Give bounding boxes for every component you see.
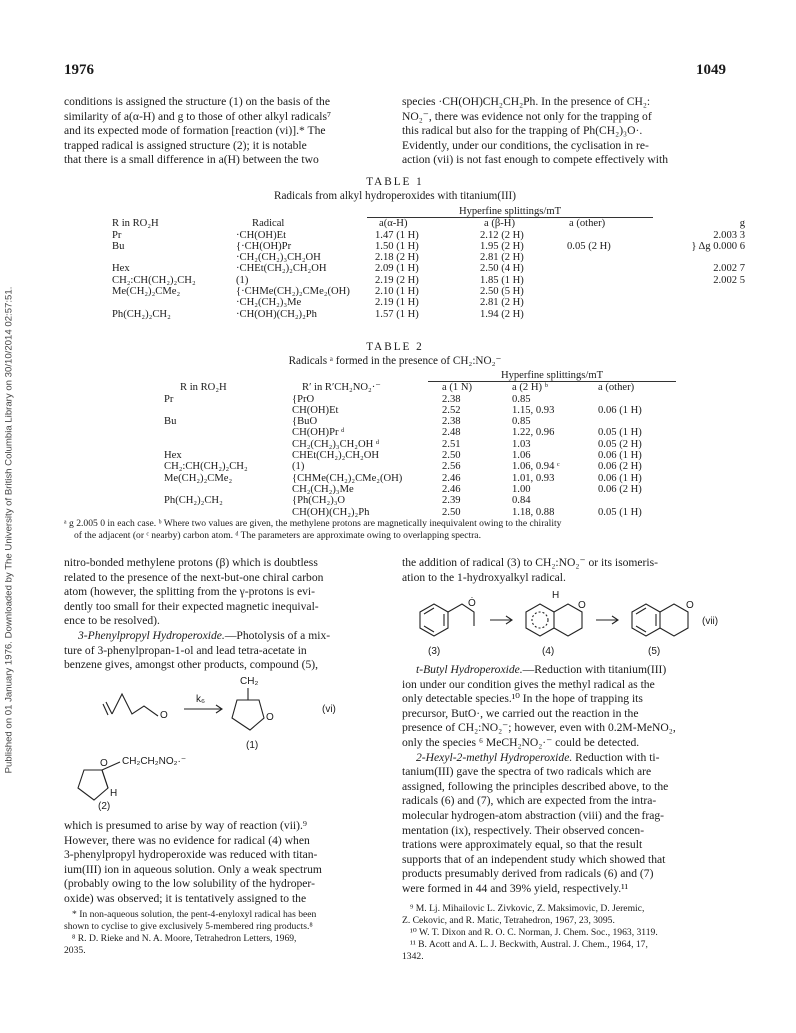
- table-row: [164, 450, 676, 461]
- column-header: g: [739, 217, 745, 229]
- table-header-row: [112, 218, 745, 230]
- table-cell: 1.06: [512, 450, 531, 462]
- table1-caption: [64, 176, 726, 203]
- table-cell: 2.39: [442, 495, 461, 507]
- table-cell: CH₂:CH(CH₂)₂CH₂: [112, 274, 196, 286]
- text-line: atom (however, the splitting from the γ-protons is evi-: [64, 585, 315, 599]
- section-heading: t-Butyl Hydroperoxide.: [416, 663, 523, 676]
- table-cell: 0.05 (2 H): [598, 438, 642, 450]
- table-cell: [561, 230, 653, 241]
- text-line: dently too small for their expected magnetic inequival-: [64, 599, 319, 613]
- table-cell: Hex: [112, 263, 130, 275]
- column-header: a (1 N): [442, 382, 473, 394]
- table-row: [112, 309, 745, 320]
- table-cell: [653, 297, 745, 308]
- table-cell: ·CHEt(CH₂)₂CH₂OH: [236, 263, 327, 275]
- text-line: precursor, ButO·, we carried out the reaction in the: [402, 706, 639, 720]
- table-cell: [592, 416, 676, 427]
- table-row: [112, 230, 745, 241]
- table-cell: 1.57 (1 H): [375, 308, 419, 320]
- footnote-line: ⁸ R. D. Rieke and N. A. Moore, Tetrahedron Letters, 1969,: [72, 933, 297, 944]
- text-line: assigned, following the principles described above, to the: [402, 779, 669, 793]
- text-line: ation to the 1-hydroxyalkyl radical.: [402, 570, 566, 584]
- table-cell: 2.46: [442, 483, 461, 495]
- table2: [164, 370, 676, 518]
- header-page-number: 1049: [696, 62, 726, 78]
- text-line: trations were approximately equal, so that the result: [402, 838, 643, 852]
- text-line: species ·CH(OH)CH₂CH₂Ph. In the presence of CH₂:: [402, 95, 651, 108]
- text-line: only detectable species.¹⁰ In the hope of trapping its: [402, 692, 643, 706]
- table-row: [164, 473, 676, 484]
- table-row: [164, 405, 676, 416]
- table-cell: [561, 263, 653, 274]
- table-cell: 1.22, 0.96: [512, 427, 555, 439]
- table-cell: {·CH(OH)Pr: [236, 240, 292, 252]
- paragraph-lower-right: [402, 663, 726, 897]
- adduct-oxygen: O: [100, 758, 108, 769]
- footnote-line: ⁹ M. Lj. Mihailovic L. Zivkovic, Z. Maksimovic, D. Jeremic,: [410, 903, 645, 914]
- table1-body: [112, 230, 745, 320]
- column-header: a(α-H): [379, 218, 408, 230]
- table-row: [112, 297, 745, 308]
- table-row: [112, 252, 745, 263]
- table-row: [164, 427, 676, 438]
- table-cell: [592, 495, 676, 506]
- table-cell: [653, 286, 745, 297]
- table-cell: 2.50 (4 H): [480, 263, 524, 275]
- table-cell: 0.06 (1 H): [598, 450, 642, 462]
- ring-bond: [102, 770, 108, 788]
- compound-5-label: (5): [648, 646, 661, 657]
- table-row: [164, 495, 676, 506]
- table-cell: {CHMe(CH₂)₂CMe₂(OH): [292, 472, 403, 484]
- table-row: [164, 461, 676, 472]
- footnote-line: * In non-aqueous solution, the pent-4-enyloxyl radical has been: [72, 909, 317, 920]
- table-cell: 0.05 (1 H): [598, 506, 642, 518]
- table-cell: 1.03: [512, 438, 531, 450]
- text-line: presence of CH₂:NO₂⁻; however, even with 0.2M-MeNO₂,: [402, 721, 676, 735]
- table-cell: 2.81 (2 H): [480, 297, 524, 309]
- table-cell: 0.06 (2 H): [598, 483, 642, 495]
- text-line: tanium(III) gave the spectra of two radicals which are: [402, 765, 652, 779]
- oxyl-label: Ȯ: [468, 598, 476, 609]
- table-cell: CH(OH)Pr ᵈ: [292, 427, 345, 439]
- left-footnotes: [64, 909, 388, 957]
- compound-4-label: (4): [542, 646, 555, 657]
- table-row: [164, 416, 676, 427]
- ring-oxygen: O: [266, 712, 274, 723]
- table-cell: [164, 507, 286, 518]
- text-line: —Photolysis of a mix-: [224, 628, 331, 642]
- compound-3-label: (3): [428, 646, 441, 657]
- table-cell: Hex: [164, 450, 182, 462]
- table-cell: 1.00: [512, 483, 531, 495]
- table-cell: 1.50 (1 H): [375, 240, 419, 252]
- text-line: trapped radical is assigned structure (2); it is notable: [64, 138, 307, 152]
- table-cell: 2.46: [442, 472, 461, 484]
- text-line: ion under our condition gives the methyl radical as the: [402, 677, 655, 691]
- table-cell: 2.38: [442, 416, 461, 428]
- table-cell: [112, 297, 232, 308]
- table-cell: 2.19 (1 H): [375, 297, 419, 309]
- table-cell: [561, 297, 653, 308]
- text-line: 3-phenylpropyl hydroperoxide was reduced with titan-: [64, 848, 318, 862]
- table-cell: 1.47 (1 H): [375, 229, 419, 241]
- table-cell: (1): [236, 274, 249, 286]
- text-line: Reduction with ti-: [572, 750, 660, 764]
- table-cell: 0.06 (2 H): [598, 461, 642, 473]
- footnote-line: of the adjacent (or ᶜ nearby) carbon atom. ᵈ The parameters are approximate owing to overlapping spectra.: [74, 530, 481, 541]
- table-cell: 2.38: [442, 393, 461, 405]
- table-cell: CH₂(CH₂)₃CH₂OH ᵈ: [292, 438, 380, 450]
- table-cell: {PrO: [292, 393, 315, 405]
- table-cell: 2.52: [442, 404, 461, 416]
- table-cell: 1.85 (1 H): [480, 274, 524, 286]
- table-cell: 1.01, 0.93: [512, 472, 555, 484]
- column-header: R in RO₂H: [180, 381, 227, 393]
- table-cell: 2.50: [442, 450, 461, 462]
- table-cell: {Ph(CH₂)₃O: [292, 495, 346, 507]
- text-line: ture of 3-phenylpropan-1-ol and lead tetra-acetate in: [64, 643, 307, 657]
- table-cell: [164, 427, 286, 438]
- table-cell: ·CH(OH)Et: [236, 229, 287, 241]
- table-cell: 1.18, 0.88: [512, 506, 555, 518]
- table-cell: [561, 286, 653, 297]
- delocalised-ring: [532, 612, 548, 628]
- scheme-vii-drawing: [402, 592, 726, 660]
- table2-body: [164, 394, 676, 518]
- table-cell: 2.81 (2 H): [480, 252, 524, 264]
- text-line: radicals (6) and (7), which are expected from the intra-: [402, 794, 657, 808]
- table-cell: 0.06 (1 H): [598, 404, 642, 416]
- text-line: supports that of an independent study which showed that: [402, 852, 666, 866]
- footnote-line: 1342.: [402, 951, 424, 962]
- tetrahydrofuran-ring: [232, 700, 264, 730]
- text-line: (probably owing to the low solubility of the hydroper-: [64, 877, 315, 891]
- cyclohexadienyl-ring-4: [526, 604, 554, 636]
- footnote-line: Z. Cekovic, and R. Matic, Tetrahedron, 1967, 23, 3095.: [402, 915, 615, 926]
- footnote-line: ¹¹ B. Acott and A. L. J. Beckwith, Austral. J. Chem., 1964, 17,: [410, 939, 648, 950]
- table-cell: {·CHMe(CH₂)₂CMe₂(OH): [236, 286, 350, 298]
- paragraph-top-right: [402, 95, 726, 168]
- text-line: Evidently, under our conditions, the cyclisation in re-: [402, 138, 649, 152]
- table-cell: [164, 405, 286, 416]
- footnote-line: ¹⁰ W. T. Dixon and R. O. C. Norman, J. Chem. Soc., 1963, 3119.: [410, 927, 658, 938]
- table-cell: (1): [292, 461, 305, 473]
- header-year: 1976: [64, 62, 94, 78]
- oxyl-oxygen: O: [160, 710, 168, 721]
- right-footnotes: [402, 903, 726, 963]
- table-cell: 0.84: [512, 495, 531, 507]
- text-line: which is presumed to arise by way of reaction (vii).⁹: [64, 819, 307, 832]
- paragraph-top-left: [64, 95, 388, 168]
- table-cell: 2.48: [442, 427, 461, 439]
- text-line: mentation (ix), respectively. Their observed concen-: [402, 823, 645, 837]
- table-cell: 2.10 (1 H): [375, 286, 419, 298]
- table-cell: Bu: [112, 240, 125, 252]
- text-line: —Reduction with titanium(III): [522, 663, 667, 676]
- table-cell: 2.56: [442, 461, 461, 473]
- text-line: similarity of a(α-H) and g to those of other alkyl radicals⁷: [64, 109, 332, 123]
- table-cell: {BuO: [292, 416, 318, 428]
- reaction-label-vii: (vii): [702, 616, 719, 627]
- benzene-double-bonds: [636, 608, 656, 632]
- table-cell: 2.50: [442, 506, 461, 518]
- table-cell: Pr: [164, 393, 174, 405]
- table-row: [164, 439, 676, 450]
- table-row: [112, 286, 745, 297]
- text-line: ence to be resolved).: [64, 614, 160, 628]
- paragraph-mid-right: [402, 556, 726, 585]
- table-cell: [561, 252, 653, 263]
- text-line: nitro-bonded methylene protons (β) which is doubtless: [64, 556, 318, 569]
- table-cell: 0.85: [512, 416, 531, 428]
- text-line: NO₂⁻, there was evidence not only for the trapping of: [402, 109, 652, 123]
- table-cell: 1.94 (2 H): [480, 308, 524, 320]
- table-cell: [164, 439, 286, 450]
- column-header: R′ in R′CH₂NO₂·⁻: [302, 381, 381, 393]
- table1-title: Radicals from alkyl hydroperoxides with titanium(III): [273, 189, 517, 202]
- table-cell: CH(OH)(CH₂)₂Ph: [292, 506, 370, 518]
- text-line: ium(III) ion in aqueous solution. Only a weak spectrum: [64, 862, 322, 876]
- nitro-group-label: CH₂CH₂NO₂·⁻: [122, 756, 187, 767]
- text-line: oxide) was observed; it is tentatively assigned to the: [64, 891, 307, 905]
- table-cell: 2.003 3: [713, 229, 745, 241]
- table-row: [112, 275, 745, 286]
- hydrogen-label: H: [110, 788, 118, 799]
- table-cell: [561, 309, 653, 320]
- table2-label: TABLE 2: [366, 341, 424, 353]
- table-cell: 2.12 (2 H): [480, 229, 524, 241]
- table-cell: [653, 309, 745, 320]
- pentenyloxyl-chain: [112, 694, 158, 716]
- table-cell: Me(CH₂)₂CMe₂: [164, 472, 233, 484]
- column-header: a (2 H) ᵇ: [512, 382, 548, 394]
- table2-footnotes: [64, 518, 726, 542]
- ring-oxygen-4: O: [578, 600, 586, 611]
- rate-constant-label: k₆: [196, 694, 206, 705]
- table-row: [112, 263, 745, 274]
- column-header: R in RO₂H: [112, 217, 159, 229]
- table-cell: CH₂(CH₂)₃Me: [292, 483, 354, 495]
- text-line: this radical but also for the trapping of Ph(CH₂)₃O·.: [402, 124, 643, 138]
- text-line: benzene gives, amongst other products, compound (5),: [64, 658, 319, 672]
- methylene-label: CH₂: [240, 676, 259, 687]
- text-line: and its expected mode of formation [reaction (vi)].* The: [64, 124, 326, 138]
- table-cell: 0.85: [512, 393, 531, 405]
- table-row: [164, 394, 676, 405]
- text-line: related to the presence of the next-but-one chiral carbon: [64, 570, 324, 584]
- reaction-label-vi: (vi): [322, 704, 336, 715]
- compound-2-label: (2): [98, 801, 111, 812]
- table2-caption: [64, 341, 726, 368]
- table-cell: 2.002 5: [713, 274, 745, 286]
- column-header: a (β-H): [484, 218, 515, 230]
- table-cell: Ph(CH₂)₂CH₂: [164, 495, 223, 507]
- table-cell: [561, 275, 653, 286]
- reaction-scheme-vi: [64, 676, 388, 812]
- table1-label: TABLE 1: [366, 176, 424, 188]
- compound-1-label: (1): [246, 740, 259, 751]
- table1: [112, 206, 745, 320]
- hydrogen-label: H: [552, 590, 560, 601]
- table-cell: 1.95 (2 H): [480, 240, 524, 252]
- pyran-ring-5: [660, 604, 688, 636]
- table-cell: 1.15, 0.93: [512, 404, 555, 416]
- table-cell: 2.19 (2 H): [375, 274, 419, 286]
- text-line: were formed in 44 and 39% yield, respectively.¹¹: [402, 881, 629, 895]
- ring-oxygen-5: O: [686, 600, 694, 611]
- table-cell: CH₂:CH(CH₂)₂CH₂: [164, 461, 248, 473]
- table2-title: Radicals ᵃ formed in the presence of CH₂:NO₂⁻: [288, 354, 502, 367]
- text-line: However, there was no evidence for radical (4) when: [64, 833, 310, 847]
- table-cell: 1.06, 0.94 ᶜ: [512, 461, 560, 473]
- paragraph-mid-left: [64, 556, 388, 673]
- text-line: action (vii) is not fast enough to compete effectively with: [402, 153, 669, 167]
- footnote-line: ᵃ g 2.005 0 in each case. ᵇ Where two values are given, the methylene protons are magnetically inequivalent owing to the chirality: [64, 518, 562, 529]
- table-cell: ·CH₂(CH₂)₃Me: [236, 297, 302, 309]
- text-line: the addition of radical (3) to CH₂:NO₂⁻ or its isomeris-: [402, 556, 659, 569]
- table-cell: CHEt(CH₂)₂CH₂OH: [292, 450, 380, 462]
- table-cell: Bu: [164, 416, 177, 428]
- phenyl-double-bonds: [424, 608, 444, 632]
- table-cell: CH(OH)Et: [292, 404, 339, 416]
- reaction-scheme-vii: [402, 592, 726, 660]
- table-cell: [653, 252, 745, 263]
- table-cell: Pr: [112, 229, 122, 241]
- table-cell: 0.06 (1 H): [598, 472, 642, 484]
- column-header: Radical: [252, 217, 285, 229]
- text-line: conditions is assigned the structure (1) on the basis of the: [64, 95, 330, 108]
- column-header: a (other): [569, 218, 606, 230]
- table-cell: 2.002 7: [713, 263, 745, 275]
- column-header: a (other): [598, 382, 635, 394]
- table-cell: Ph(CH₂)₂CH₂: [112, 308, 171, 320]
- table-cell: ·CH(OH)(CH₂)₂Ph: [236, 308, 317, 320]
- table-cell: 0.05 (1 H): [598, 427, 642, 439]
- section-heading: 2-Hexyl-2-methyl Hydroperoxide.: [416, 750, 573, 764]
- text-line: molecular hydrogen-atom abstraction (viii) and the frag-: [402, 808, 665, 822]
- table-cell: ·CH₂(CH₂)₃CH₂OH: [236, 252, 321, 264]
- table-cell: [592, 394, 676, 405]
- text-line: that there is a small difference in a(H) between the two: [64, 153, 319, 167]
- footnote-line: shown to cyclise to give exclusively 5-membered ring products.⁸: [64, 921, 313, 932]
- table-cell: [112, 252, 232, 263]
- table-cell: Me(CH₂)₂CMe₂: [112, 286, 181, 298]
- table-cell: 2.18 (2 H): [375, 252, 419, 264]
- table-cell: 2.50 (5 H): [480, 286, 524, 298]
- text-line: only the species ⁶ MeCH₂NO₂·⁻ could be detected.: [402, 735, 640, 749]
- table-cell: } Δg 0.000 6: [691, 240, 745, 252]
- paragraph-lower-left: [64, 819, 388, 907]
- section-heading: 3-Phenylpropyl Hydroperoxide.: [78, 628, 225, 642]
- table-row: [112, 241, 745, 252]
- table-group-header: [112, 206, 745, 218]
- footnote-line: 2035.: [64, 945, 86, 956]
- table-group-header: [164, 370, 676, 382]
- table-cell: 0.05 (2 H): [567, 240, 611, 252]
- table-row: [164, 507, 676, 518]
- download-notice: Published on 01 January 1976. Downloaded by The University of British Columbia Library on 30/10/2014 02:57:51.: [3, 286, 15, 774]
- table-row: [164, 484, 676, 495]
- group-header: Hyperfine splittings/mT: [367, 206, 653, 218]
- table-header-row: [164, 382, 676, 394]
- table-cell: [164, 484, 286, 495]
- text-line: products presumably derived from radicals (6) and (7): [402, 867, 654, 881]
- group-header: Hyperfine splittings/mT: [428, 370, 676, 382]
- table-cell: 2.09 (1 H): [375, 263, 419, 275]
- table-cell: 2.51: [442, 438, 461, 450]
